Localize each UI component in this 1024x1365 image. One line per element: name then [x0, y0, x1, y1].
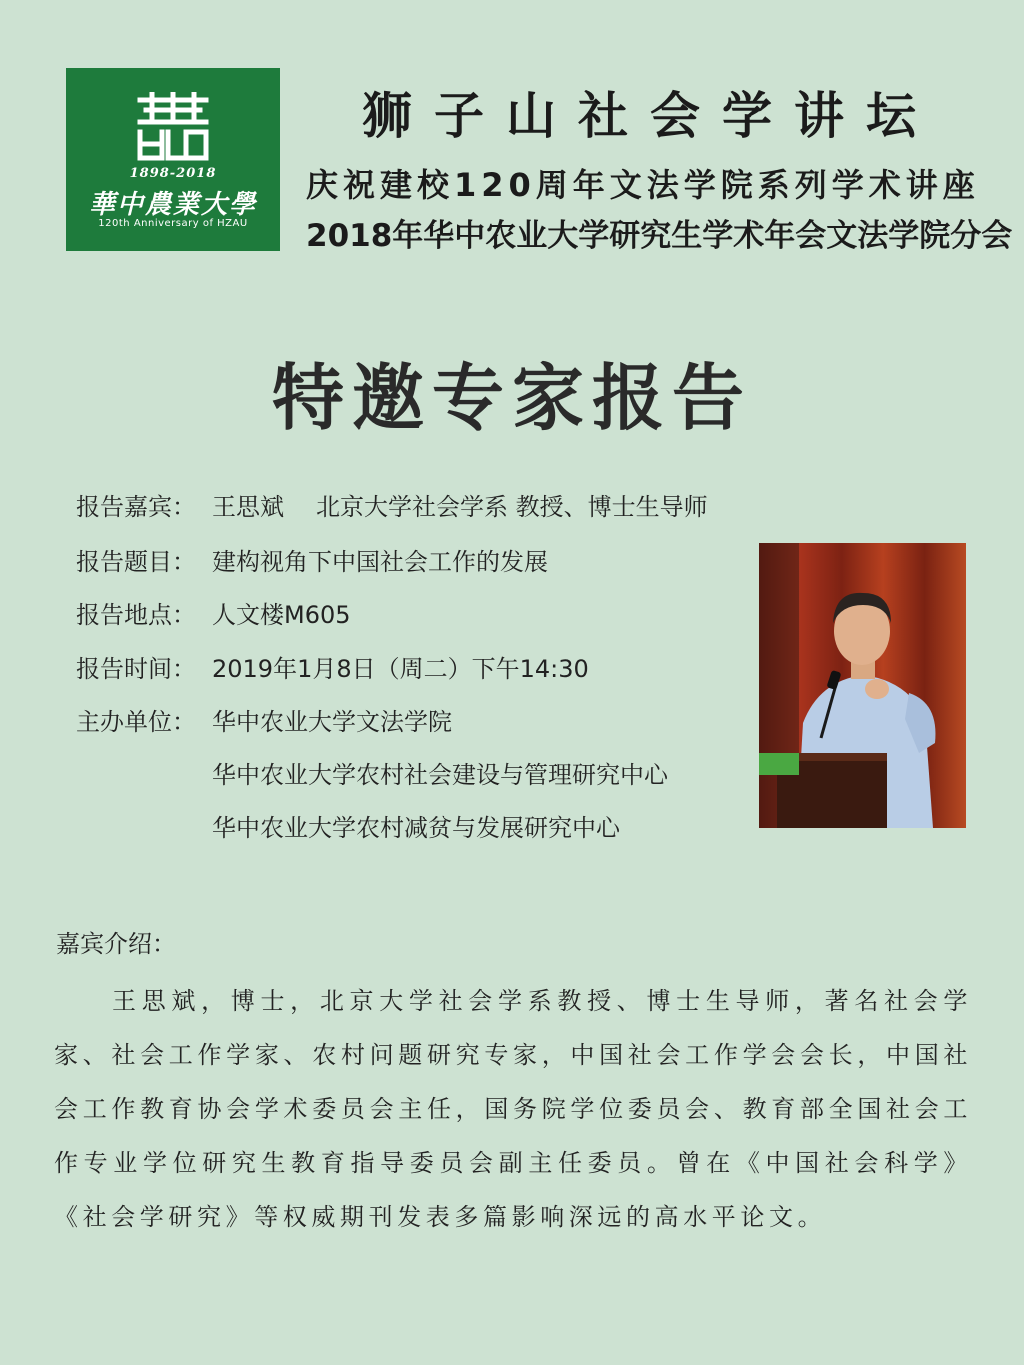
location-value: 人文楼M605	[212, 601, 351, 629]
info-row-topic	[76, 545, 548, 579]
header-subtitle-2: 2018年华中农业大学研究生学术年会文法学院分会	[306, 218, 1013, 254]
location-label: 报告地点：	[76, 601, 196, 629]
organizer-2: 华中农业大学农村社会建设与管理研究中心	[212, 761, 668, 789]
logo-years: 1898-2018	[129, 166, 217, 181]
topic-value: 建构视角下中国社会工作的发展	[212, 548, 548, 576]
organizer-3: 华中农业大学农村减贫与发展研究中心	[212, 814, 620, 842]
logo-university-name: 華中農業大學	[88, 190, 257, 220]
info-row-organizer	[76, 705, 452, 739]
info-row-guest	[76, 490, 708, 524]
intro-body: 王思斌，博士，北京大学社会学系教授、博士生导师，著名社会学家、社会工作学家、农村问题研究专家，中国社会工作学会会长，中国社会工作教育协会学术委员会主任，国务院学位委员会、教育部全国社会工作专业学位研究生教育指导委员会副主任委员。曾在《中国社会科学》《社会学研究》等权威期刊发表多篇影响深远的高水平论文。	[54, 987, 972, 1231]
guest-name: 王思斌	[212, 493, 284, 521]
organizer-label: 主办单位：	[76, 708, 196, 736]
speaker-photo-image	[759, 543, 966, 828]
guest-label: 报告嘉宾：	[76, 493, 196, 521]
intro-heading: 嘉宾介绍：	[56, 930, 176, 958]
logo-anniversary: 120th Anniversary of HZAU	[98, 218, 248, 229]
organizer-1: 华中农业大学文法学院	[212, 708, 452, 736]
time-value: 2019年1月8日（周二）下午14:30	[212, 655, 589, 683]
time-label: 报告时间：	[76, 655, 196, 683]
speaker-photo	[759, 543, 966, 828]
main-title: 特邀专家报告	[271, 355, 752, 440]
guest-title: 北京大学社会学系 教授、博士生导师	[316, 493, 708, 521]
info-row-time	[76, 652, 589, 686]
forum-title: 狮子山社会学讲坛	[362, 87, 938, 145]
topic-label: 报告题目：	[76, 548, 196, 576]
university-logo	[66, 68, 280, 251]
header-subtitle-1: 庆祝建校120周年文法学院系列学术讲座	[306, 166, 980, 204]
logo-emblem-icon	[132, 92, 214, 162]
info-row-location	[76, 598, 351, 632]
